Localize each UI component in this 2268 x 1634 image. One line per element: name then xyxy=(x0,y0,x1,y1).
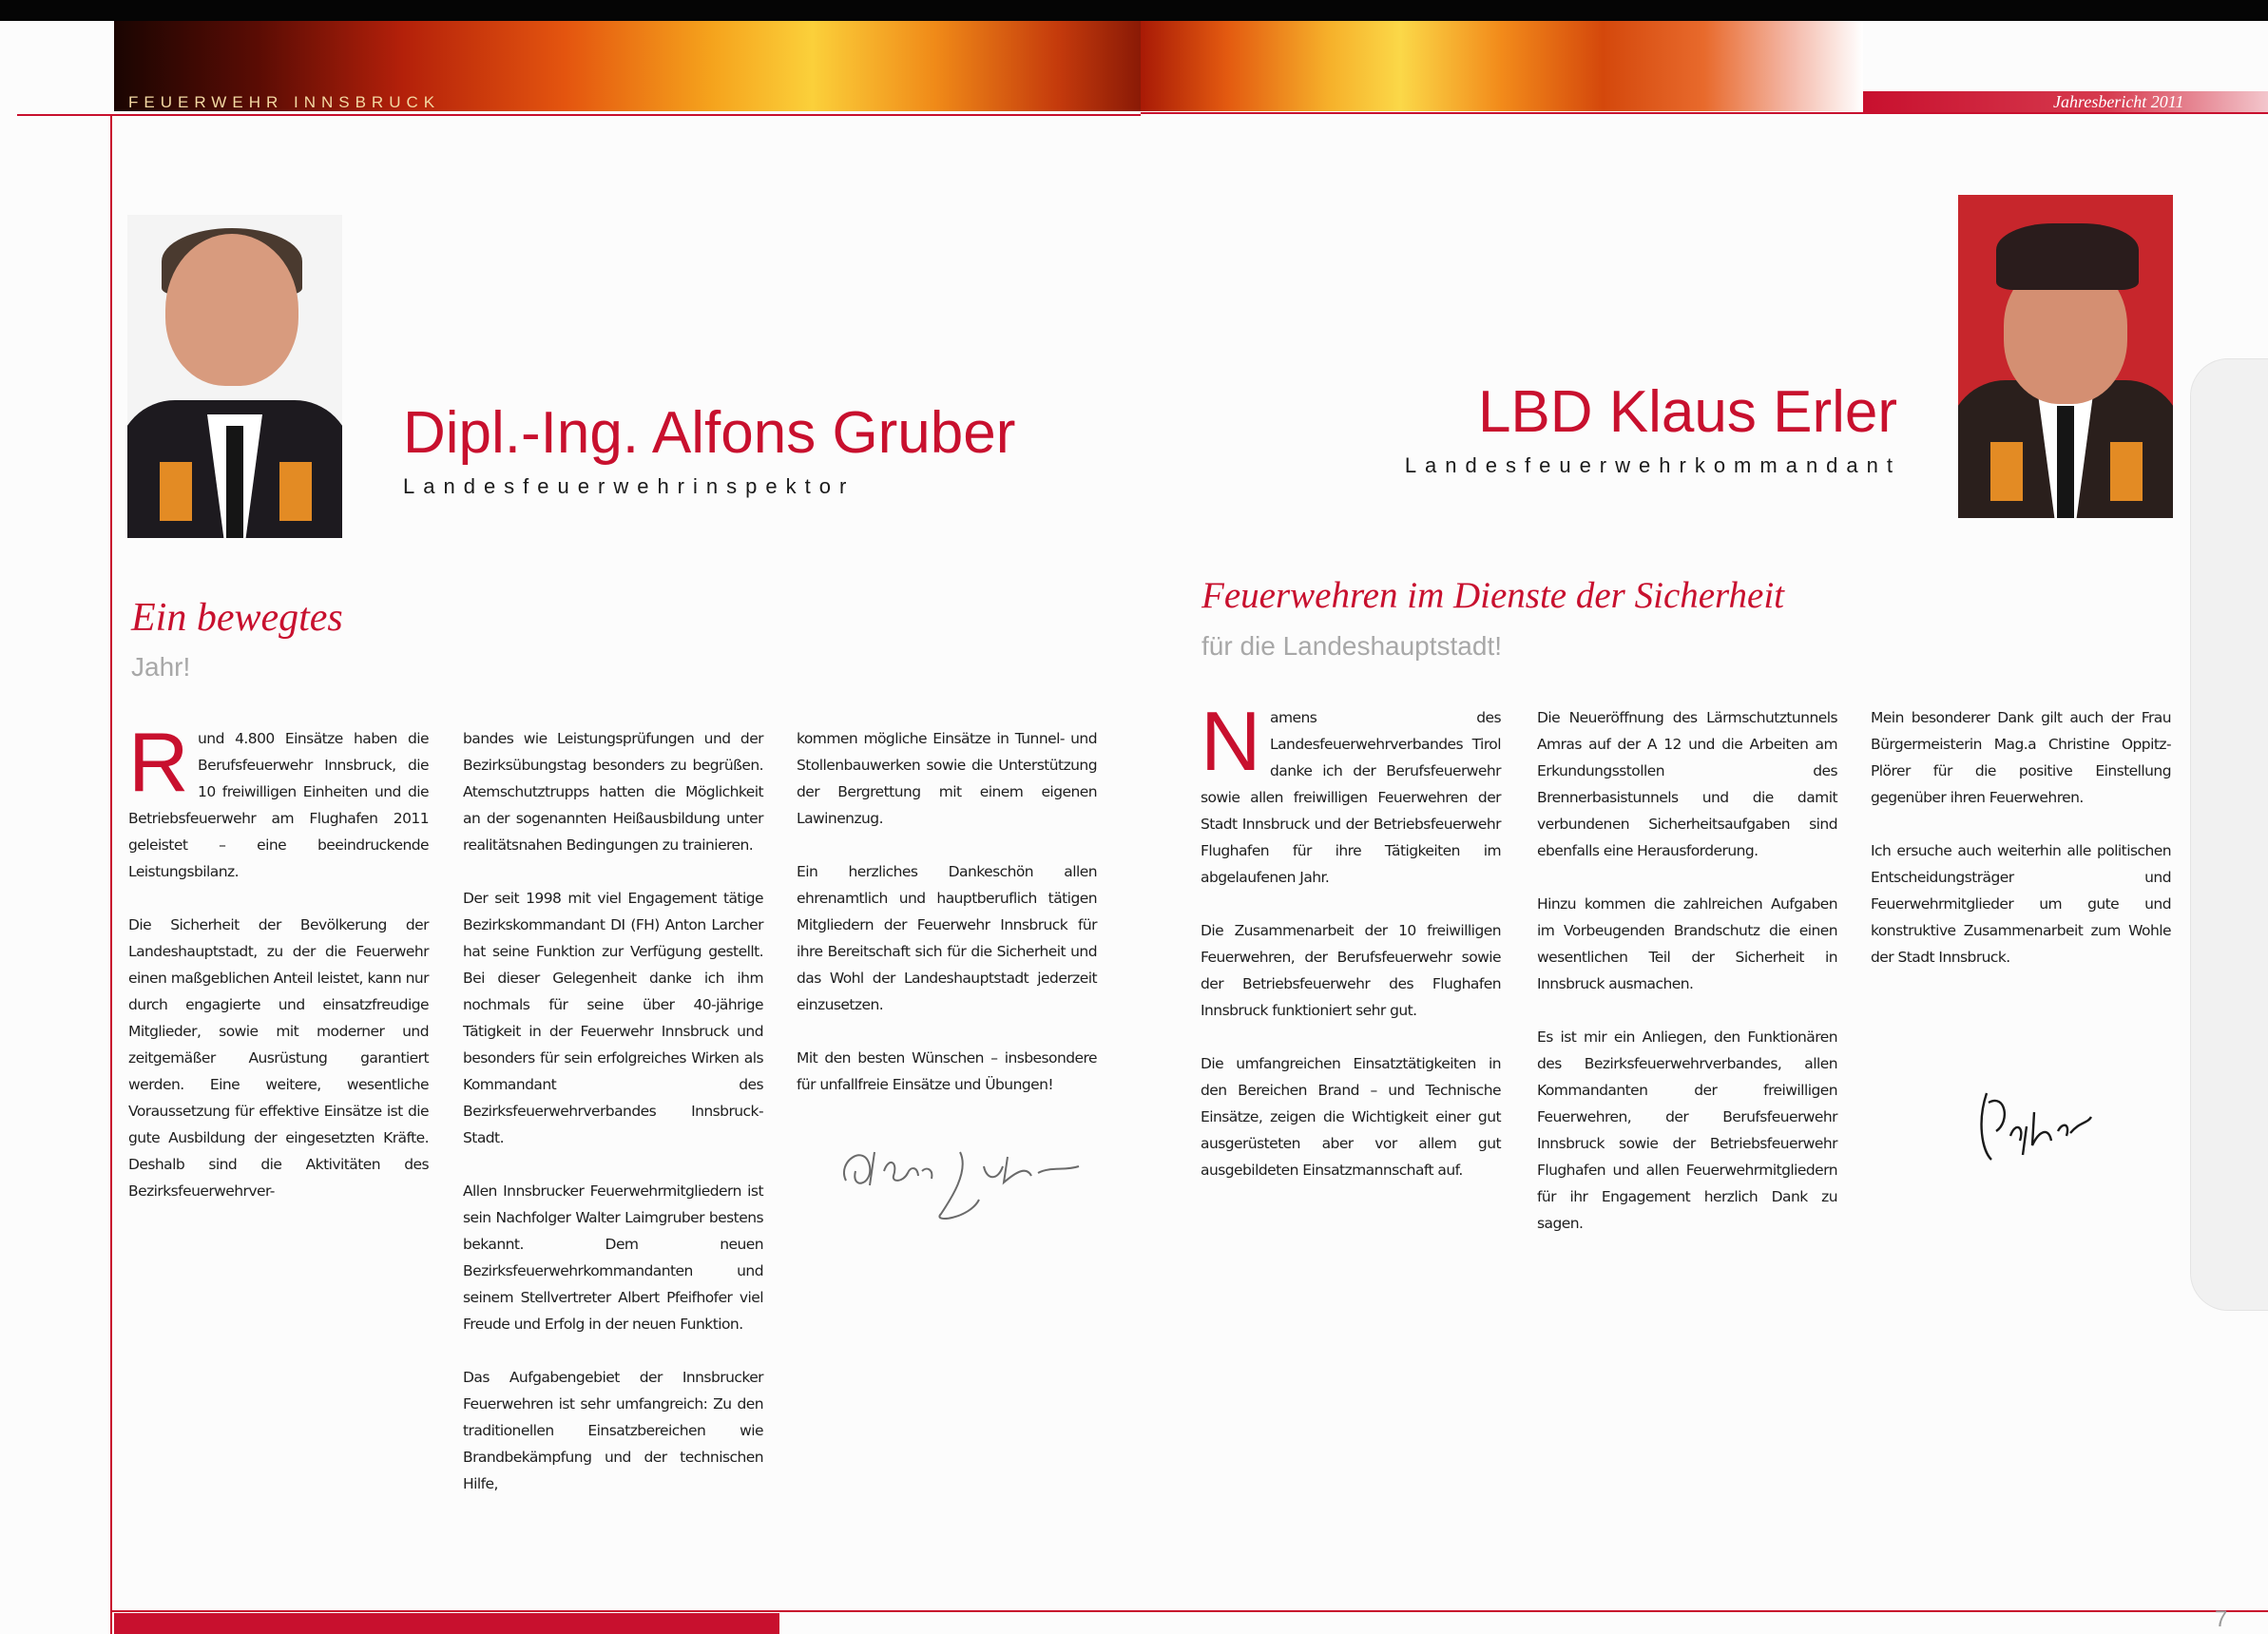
top-black-bar xyxy=(0,0,2268,21)
paragraph: Es ist mir ein Anliegen, den Funktionären des Bezirksfeuerwehrverbandes, allen Kommandanten der freiwilligen Feuerwehren, der Berufsfeuerwehr Innsbruck sowie der Betriebsfeuerwehr Flughafen und allen Feuerwehrmitgliedern für ihr Engagement herzlich Dank zu sagen. xyxy=(1537,1028,1837,1232)
footer-rule xyxy=(1141,1610,2268,1612)
paragraph: Der seit 1998 mit viel Engagement tätige Bezirkskommandant DI (FH) Anton Larcher hat seine Funktion zur Verfügung gestellt. Bei dieser Gelegenheit danke ich ihm nochmals für seine über 40-jährige Tätigkeit in der Feuerwehr Innsbruck und besonders für sein erfolgreiches Wirken als Kommandant des Bezirksfeuerwehrverbandes Innsbruck-Stadt. xyxy=(463,890,763,1146)
paragraph: amens des Landesfeuerwehrverbandes Tirol danke ich der Berufsfeuerwehr sowie allen freiwilligen Feuerwehren der Stadt Innsbruck und der Betriebsfeuerwehr Flughafen für ihre Tätigkeiten im abgelaufenen Jahr. xyxy=(1201,709,1501,886)
report-label-tab xyxy=(1863,91,2268,112)
report-label: Jahresbericht 2011 xyxy=(2053,92,2184,111)
side-tab xyxy=(2190,358,2268,1311)
paragraph: Die Zusammenarbeit der 10 freiwilligen Feuerwehren, der Berufsfeuerwehr sowie der Betriebsfeuerwehr des Flughafen Innsbruck funktioniert sehr gut. xyxy=(1201,922,1501,1019)
paragraph: kommen mögliche Einsätze in Tunnel- und Stollenbauwerken sowie die Unterstützung der Bergrettung mit einem eigenen Lawinenzug. xyxy=(797,730,1097,827)
text-column-1 xyxy=(1201,694,1501,1210)
text-column-1 xyxy=(128,715,429,1231)
author-role: Landesfeuerwehrkommandant xyxy=(1404,453,1901,477)
paragraph: Hinzu kommen die zahlreichen Aufgaben im Vorbeugenden Brandschutz die einen wesentlichen Teil der Sicherheit in Innsbruck ausmachen. xyxy=(1537,895,1837,992)
portrait-photo xyxy=(1958,195,2173,518)
text-column-3 xyxy=(797,725,1097,1125)
paragraph: Ein herzliches Dankeschön allen ehrenamtlich und hauptberuflich tätigen Mitgliedern der Feuerwehr Innsbruck für ihre Bereitschaft sich für die Sicherheit und das Wohl der Landeshauptstadt jederzeit einzusetzen. xyxy=(797,863,1097,1013)
paragraph: Mein besonderer Dank gilt auch der Frau Bürgermeisterin Mag.a Christine Oppitz-Plörer für die positive Einstellung gegenüber ihren Feuerwehren. xyxy=(1871,709,2171,806)
paragraph: Die Neueröffnung des Lärmschutztunnels Amras auf der A 12 und die Arbeiten am Erkundungsstollen des Brennerbasistunnels und die damit verbundenen Sicherheitsaufgaben sind ebenfalls eine Herausforderung. xyxy=(1537,709,1837,859)
footer-rule xyxy=(110,1610,1141,1612)
paragraph: Die umfangreichen Einsatztätigkeiten in den Bereichen Brand – und Technische Einsätze, zeigen die Wichtigkeit einer gut ausgerüsteten aber vor allem gut ausgebildeten Einsatzmannschaft auf. xyxy=(1201,1055,1501,1179)
signature-image xyxy=(827,1114,1093,1228)
header-rule xyxy=(1141,112,2268,114)
paragraph: Mit den besten Wünschen – insbesondere für unfallfreie Einsätze und Übungen! xyxy=(797,1049,1097,1093)
paragraph: Das Aufgabengebiet der Innsbrucker Feuerwehren ist sehr umfangreich: Zu den traditionellen Einsatzbereichen wie Brandbekämpfung und der technischen Hilfe, xyxy=(463,1369,763,1492)
footer-color-block xyxy=(114,1613,779,1634)
paragraph: Allen Innsbrucker Feuerwehrmitgliedern ist sein Nachfolger Walter Laimgruber bestens bekannt. Dem neuen Bezirksfeuerwehrkommandanten und seinem Stellvertreter Albert Pfeifhofer viel Freude und Erfolg in der neuen Funktion. xyxy=(463,1182,763,1333)
brand-label: FEUERWEHR INNSBRUCK xyxy=(128,93,441,111)
portrait-photo xyxy=(127,215,342,538)
drop-cap: R xyxy=(128,715,189,809)
paragraph: bandes wie Leistungsprüfungen und der Bezirksübungstag besonders zu begrüßen. Atemschutztrupps hatten die Möglichkeit an der sogenannten Heißausbildung unter realitätsnahen Bedingungen zu trainieren. xyxy=(463,730,763,854)
header-rule xyxy=(17,114,1141,116)
left-page xyxy=(0,21,1141,1634)
author-name: Dipl.-Ing. Alfons Gruber xyxy=(403,400,1016,466)
text-column-3 xyxy=(1871,704,2171,997)
article-subheadline: Jahr! xyxy=(131,652,191,682)
page-number: 7 xyxy=(2215,1606,2228,1632)
paragraph: Die Sicherheit der Bevölkerung der Landeshauptstadt, zu der die Feuerwehr einen maßgeblichen Anteil leistet, kann nur durch engagierte und einsatzfreudige Mitglieder, sowie mit moderner und zeitgemäßer Ausrüstung garantiert werden. Eine weitere, wesentliche Voraussetzung für effektive Einsätze ist die gute Ausbildung der eingesetzten Kräfte. Deshalb sind die Aktivitäten des Bezirksfeuerwehrver- xyxy=(128,916,429,1200)
article-subheadline: für die Landeshauptstadt! xyxy=(1201,631,1503,661)
signature-image xyxy=(1968,1065,2110,1169)
article-headline: Feuerwehren im Dienste der Sicherheit xyxy=(1201,575,1785,616)
drop-cap: N xyxy=(1201,694,1261,788)
paragraph: und 4.800 Einsätze haben die Berufsfeuerwehr Innsbruck, die 10 freiwilligen Einheiten und die Betriebsfeuerwehr am Flughafen 2011 geleistet – eine beeindruckende Leistungsbilanz. xyxy=(128,730,429,880)
text-column-2 xyxy=(1537,704,1837,1263)
article-headline: Ein bewegtes xyxy=(131,596,343,640)
author-role: Landesfeuerwehrinspektor xyxy=(403,474,855,498)
text-column-2 xyxy=(463,725,763,1524)
page-margin-rule xyxy=(110,114,112,1634)
flame-header-image xyxy=(1141,21,1863,111)
paragraph: Ich ersuche auch weiterhin alle politischen Entscheidungsträger und Feuerwehrmitglieder um gute und konstruktive Zusammenarbeit zum Wohle der Stadt Innsbruck. xyxy=(1871,842,2171,966)
author-name: LBD Klaus Erler xyxy=(1477,379,1897,445)
